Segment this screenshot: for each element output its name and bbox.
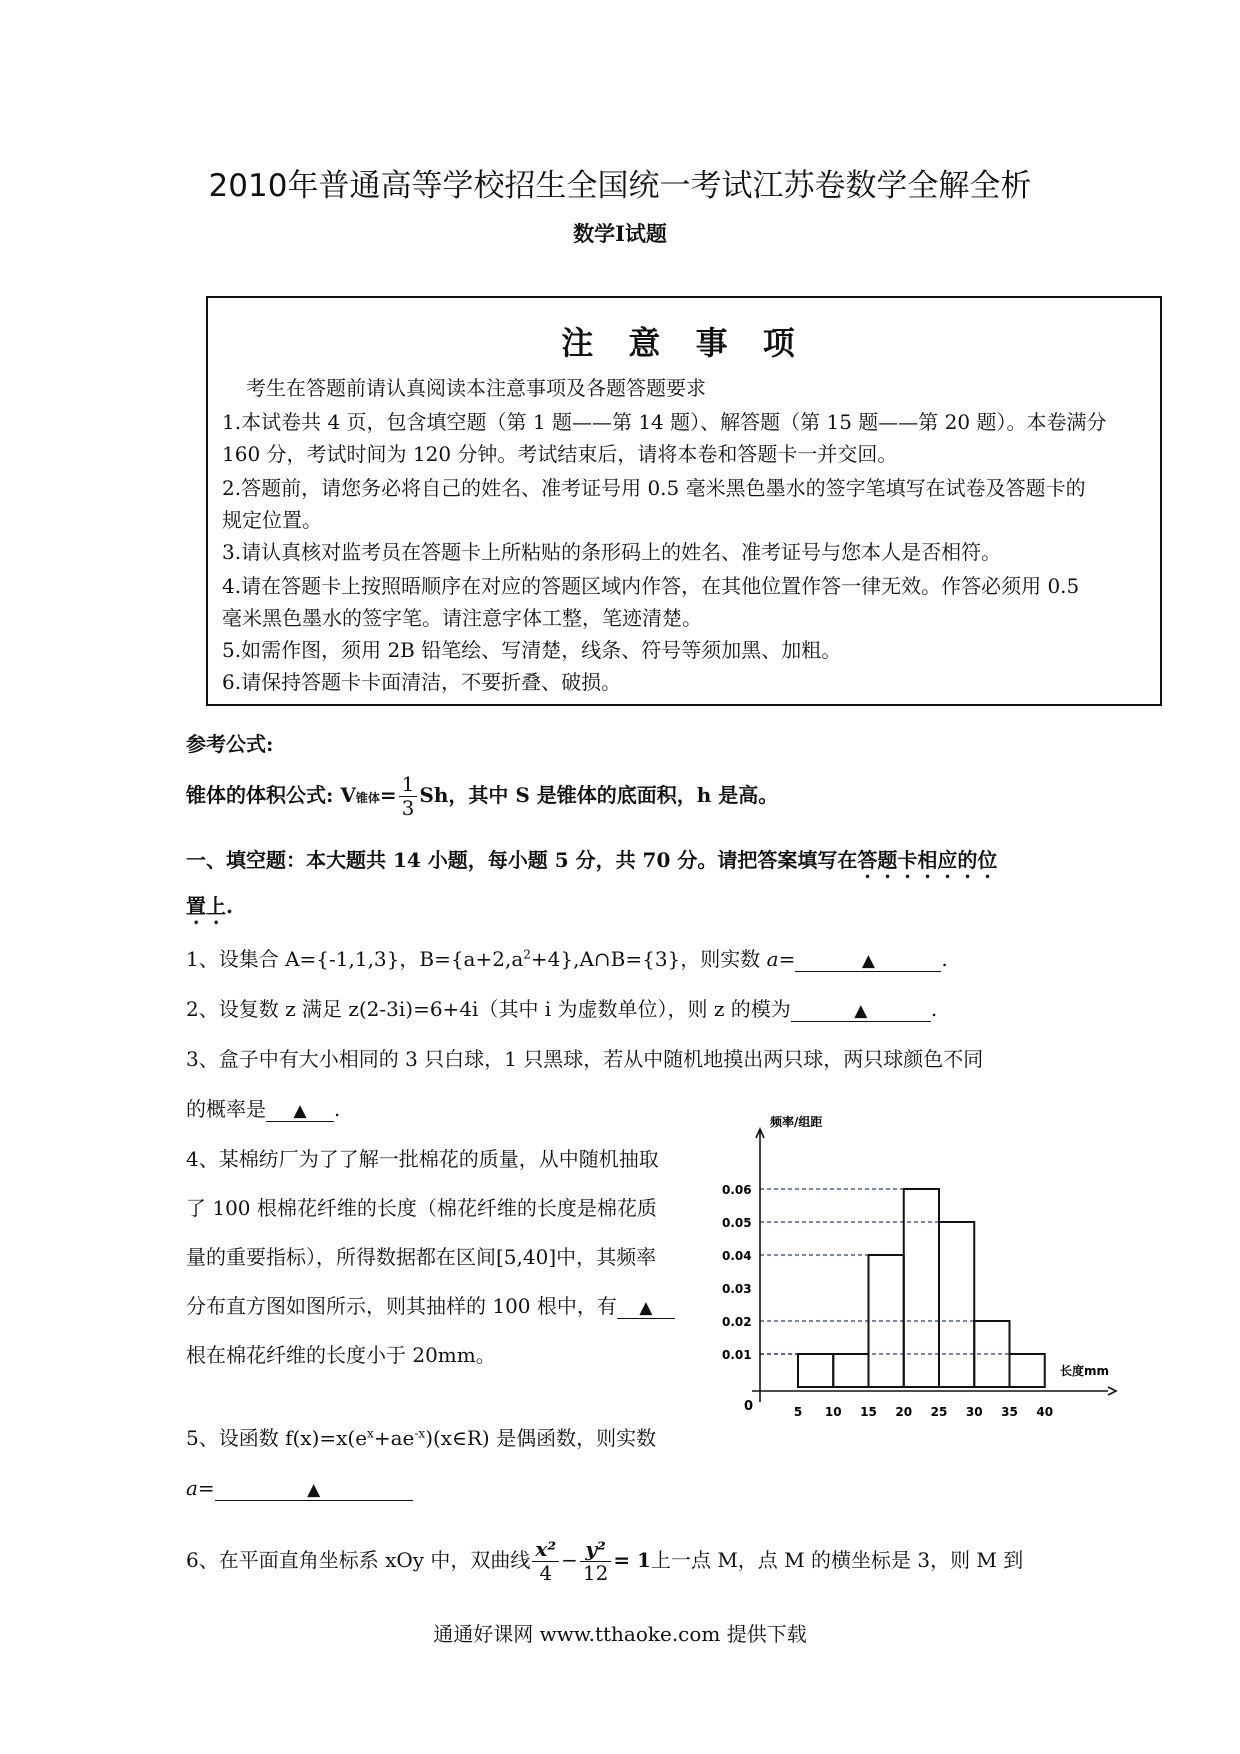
histogram-bar — [1010, 1354, 1045, 1387]
notice-line: 160 分，考试时间为 120 分钟。考试结束后，请将本卷和答题卡一并交回。 — [222, 442, 898, 466]
frac-den: 4 — [539, 1561, 553, 1585]
triangle-icon: ▲ — [639, 1298, 653, 1318]
question-4-line — [186, 1290, 675, 1319]
question-4-line: 根在棉花纤维的长度小于 20mm。 — [186, 1343, 496, 1367]
histogram-bar — [939, 1222, 974, 1387]
notice-line: 6.请保持答题卡卡面清洁，不要折叠、破损。 — [222, 670, 622, 694]
y-tick-label: 0.01 — [722, 1348, 752, 1362]
q3-text: 的概率是 — [186, 1097, 266, 1121]
question-3-cont — [186, 1093, 340, 1122]
x-tick-label: 5 — [793, 1405, 803, 1419]
q6-fraction-x — [532, 1538, 559, 1585]
answer-blank[interactable] — [266, 1097, 334, 1122]
question-5-cont — [186, 1476, 413, 1501]
answer-blank[interactable] — [617, 1294, 675, 1319]
q5-text: +ae — [373, 1426, 415, 1450]
formula-prefix: 锥体的体积公式: V — [186, 783, 356, 807]
histogram-axes — [752, 1129, 1116, 1402]
formula-fraction — [399, 773, 418, 820]
section-line1: 一、填空题：本大题共 14 小题，每小题 5 分，共 70 分。请把答案填写在 — [186, 848, 858, 872]
q6-eq: = 1 — [613, 1548, 651, 1572]
y-tick-label: 0.03 — [722, 1282, 752, 1296]
q5-text: 5、设函数 f(x)=x(e — [186, 1426, 368, 1450]
histogram-guides — [760, 1189, 1010, 1354]
page-title: 2010年普通高等学校招生全国统一考试江苏卷数学全解全析 — [208, 168, 1032, 204]
q2-end: . — [930, 997, 938, 1021]
q5-var: a= — [186, 1476, 215, 1500]
histogram-bar — [904, 1189, 939, 1387]
y-tick-label: 0.04 — [722, 1249, 752, 1263]
notice-line: 4.请在答题卡上按照晤顺序在对应的答题区域内作答，在其他位置作答一律无效。作答必须用 0.5 — [222, 574, 1080, 598]
reference-heading: 参考公式: — [186, 732, 274, 756]
x-tick-label: 20 — [895, 1405, 913, 1419]
q2-text: 2、设复数 z 满足 z(2-3i)=6+4i（其中 i 为虚数单位），则 z 的模为 — [186, 997, 791, 1021]
answer-blank[interactable] — [215, 1476, 413, 1501]
question-2 — [186, 993, 937, 1022]
triangle-icon: ▲ — [293, 1101, 307, 1121]
x-axis-label: 长度mm — [1060, 1364, 1110, 1378]
notice-line: 3.请认真核对监考员在答题卡上所粘贴的条形码上的姓名、准考证号与您本人是否相符。 — [222, 540, 1002, 564]
page-footer: 通通好课网 www.tthaoke.com 提供下载 — [433, 1622, 807, 1646]
q1-text: = — [778, 947, 796, 971]
frac-den: 12 — [582, 1561, 609, 1585]
q5-sup: -x — [414, 1426, 426, 1441]
histogram-bar — [833, 1354, 868, 1387]
reference-formula — [186, 773, 778, 820]
q5-sup: x — [367, 1426, 374, 1441]
q6-text: 上一点 M，点 M 的横坐标是 3，则 M 到 — [650, 1548, 1024, 1572]
q5-text: )(x∈R) 是偶函数，则实数 — [425, 1426, 657, 1450]
question-4-line: 量的重要指标），所得数据都在区间[5,40]中，其频率 — [186, 1245, 657, 1269]
section-emph2: 置上 — [186, 894, 226, 918]
q1-var: a — [766, 947, 779, 971]
q1-text: +4},A∩B={3}，则实数 — [530, 947, 767, 971]
y-tick-label: 0.06 — [722, 1183, 752, 1197]
y-axis-label: 频率/组距 — [770, 1115, 823, 1129]
x-axis-arrow — [1108, 1387, 1116, 1395]
page-subtitle: 数学Ⅰ试题 — [573, 221, 667, 246]
notice-line: 5.如需作图，须用 2B 铅笔绘、写清楚，线条、符号等须加黑、加粗。 — [222, 638, 842, 662]
section-emph1: 答题卡相应的位 — [857, 848, 998, 872]
x-tick-label: 40 — [1036, 1405, 1054, 1419]
question-6 — [186, 1538, 1023, 1585]
q3-end: . — [334, 1097, 341, 1121]
section-end: . — [226, 894, 233, 918]
formula-sub: 锥体 — [355, 791, 380, 805]
notice-line: 1.本试卷共 4 页，包含填空题（第 1 题——第 14 题）、解答题（第 15 题——第 20 题）。本卷满分 — [222, 410, 1107, 434]
x-tick-label: 15 — [860, 1405, 877, 1419]
q1-sup: 2 — [523, 947, 531, 962]
question-3: 3、盒子中有大小相同的 3 只白球，1 只黑球，若从中随机地摸出两只球，两只球颜色不同 — [186, 1047, 984, 1071]
x-tick-label: 10 — [824, 1405, 842, 1419]
triangle-icon: ▲ — [307, 1480, 321, 1500]
x-tick-label: 25 — [930, 1405, 948, 1419]
q1-end: . — [941, 947, 948, 971]
histogram-bars — [798, 1189, 1045, 1387]
frequency-histogram — [720, 1110, 1120, 1430]
question-4-line: 了 100 根棉花纤维的长度（棉花纤维的长度是棉花质 — [186, 1196, 657, 1220]
formula-rest: Sh，其中 S 是锥体的底面积，h 是高。 — [419, 783, 779, 807]
x-tick-label: 35 — [1001, 1405, 1018, 1419]
notice-line: 2.答题前，请您务必将自己的姓名、准考证号用 0.5 毫米黑色墨水的签字笔填写在试卷及答题卡的 — [222, 476, 1086, 500]
frac-num: 1 — [399, 773, 418, 797]
x-tick-label: 30 — [965, 1405, 983, 1419]
question-5 — [186, 1422, 656, 1451]
notice-line: 规定位置。 — [222, 508, 322, 532]
triangle-icon: ▲ — [854, 1001, 868, 1021]
triangle-icon: ▲ — [861, 951, 875, 971]
q6-minus: − — [561, 1548, 578, 1572]
section-heading-cont — [186, 890, 233, 929]
formula-eq: = — [379, 783, 397, 807]
notice-intro: 考生在答题前请认真阅读本注意事项及各题答题要求 — [246, 376, 706, 400]
answer-blank[interactable] — [795, 947, 941, 972]
answer-blank[interactable] — [791, 997, 931, 1022]
question-4: 4、某棉纺厂为了了解一批棉花的质量，从中随机抽取 — [186, 1147, 659, 1171]
frac-den: 3 — [401, 796, 415, 820]
frac-num: x² — [532, 1538, 559, 1562]
q4-text: 分布直方图如图所示，则其抽样的 100 根中，有 — [186, 1294, 617, 1318]
histogram-labels — [722, 1114, 1109, 1419]
histogram-bar — [798, 1354, 833, 1387]
section-heading — [186, 844, 997, 883]
y-tick-label: 0.05 — [722, 1216, 752, 1230]
question-1 — [186, 943, 948, 972]
notice-line: 毫米黑色墨水的签字笔。请注意字体工整，笔迹清楚。 — [222, 606, 702, 630]
q1-text: 1、设集合 A={-1,1,3}，B={a+2,a — [186, 947, 524, 971]
origin-label: 0 — [744, 1399, 754, 1414]
notice-title: 注 意 事 项 — [561, 324, 807, 362]
y-tick-label: 0.02 — [722, 1315, 752, 1329]
q6-text: 6、在平面直角坐标系 xOy 中，双曲线 — [186, 1548, 531, 1572]
frac-num: y² — [580, 1538, 611, 1562]
notice-box — [206, 296, 1162, 706]
q6-fraction-y — [580, 1538, 611, 1585]
